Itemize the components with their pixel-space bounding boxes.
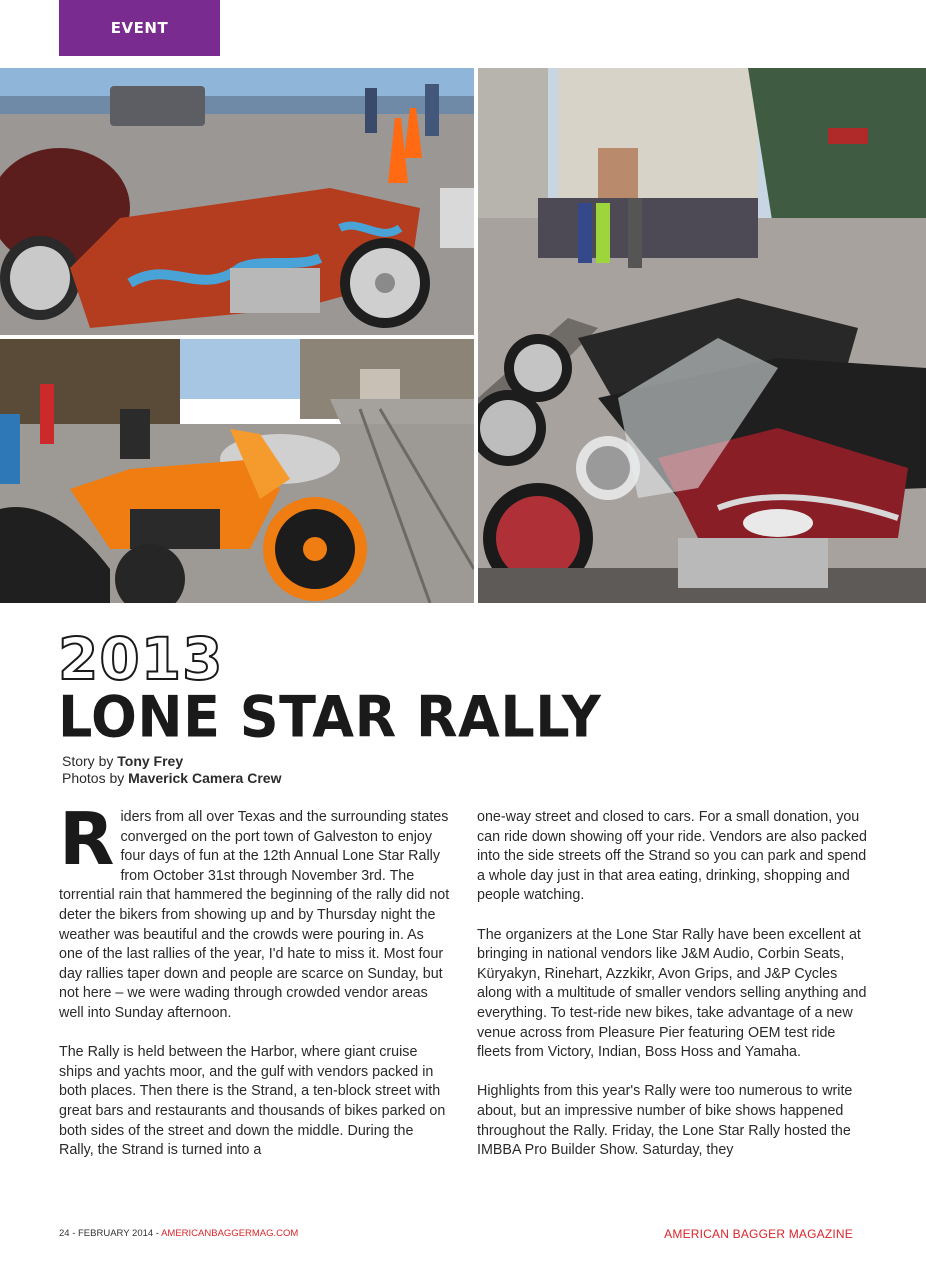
magazine-name: AMERICAN BAGGER MAGAZINE: [664, 1227, 853, 1241]
photo-credit: Photos by Maverick Camera Crew: [62, 770, 282, 786]
article-credits: [62, 753, 281, 787]
photo-strand-bikes: [478, 68, 926, 603]
article-paragraph: The organizers at the Lone Star Rally have been excellent at bringing in national vendors like J&M Audio, Corbin Seats, Küryakyn, Rinehart, Azzkikr, Avon Grips, and J&P Cycles along with a multitude of smaller vendors selling anything and everything. To test-ride new bikes, take advantage of a new venue across from Pleasure Pier featuring OEM test ride fleets from Victory, Indian, Boss Hoss and Yamaha.: [477, 926, 867, 1061]
story-credit: Story by Tony Frey: [62, 753, 184, 769]
story-author: Tony Frey: [117, 753, 184, 769]
article-paragraph: one-way street and closed to cars. For a small donation, you can ride down showing off your ride. Vendors are also packed into the side streets off the Strand so you can park and spend a whole day just in that area eating, drinking, shopping and people watching.: [477, 809, 867, 904]
drop-cap: R: [59, 797, 115, 881]
article-title-year: 2013: [58, 625, 224, 693]
article-title: LONE STAR RALLY: [58, 683, 602, 751]
page-folio: 24 - FEBRUARY 2014 - AMERICANBAGGERMAG.COM: [59, 1228, 299, 1239]
article-column-left: [59, 797, 451, 1180]
article-column-right: [477, 808, 869, 1180]
article-paragraph: Highlights from this year's Rally were too numerous to write about, but an impressive number of bike shows happened throughout the Rally. Friday, the Lone Star Rally hosted the IMBBA Pro Builder Show. Saturday, they: [477, 1083, 853, 1159]
article-paragraph: The Rally is held between the Harbor, where giant cruise ships and yachts moor, and the gulf with vendors packed in both places. Then there is the Strand, a ten-block street with great bars and restaurants and thousands of bikes parked on both sides of the street and down the middle. During the Rally, the Strand is turned into a: [59, 1044, 446, 1159]
section-tag: EVENT: [59, 0, 220, 56]
photo-orange-bagger: [0, 339, 474, 603]
article-paragraph: Riders from all over Texas and the surrounding states converged on the port town of Galveston to enjoy four days of fun at the 12th Annual Lone Star Rally from October 31st through November 3rd. The torrential rain that hammered the beginning of the rally did not deter the bikers from showing up and by Thursday night the weather was beautiful and the crowds were pouring in. As one of the last rallies of the year, I'd hate to miss it. Most four day rallies taper down and people are scarce on Sunday, but not here – we were wading through crowded vendor areas well into Sunday afternoon.: [59, 797, 450, 1021]
photo-author: Maverick Camera Crew: [128, 770, 282, 786]
photo-red-bagger: [0, 68, 474, 335]
magazine-url-link[interactable]: AMERICANBAGGERMAG.COM: [161, 1228, 299, 1239]
